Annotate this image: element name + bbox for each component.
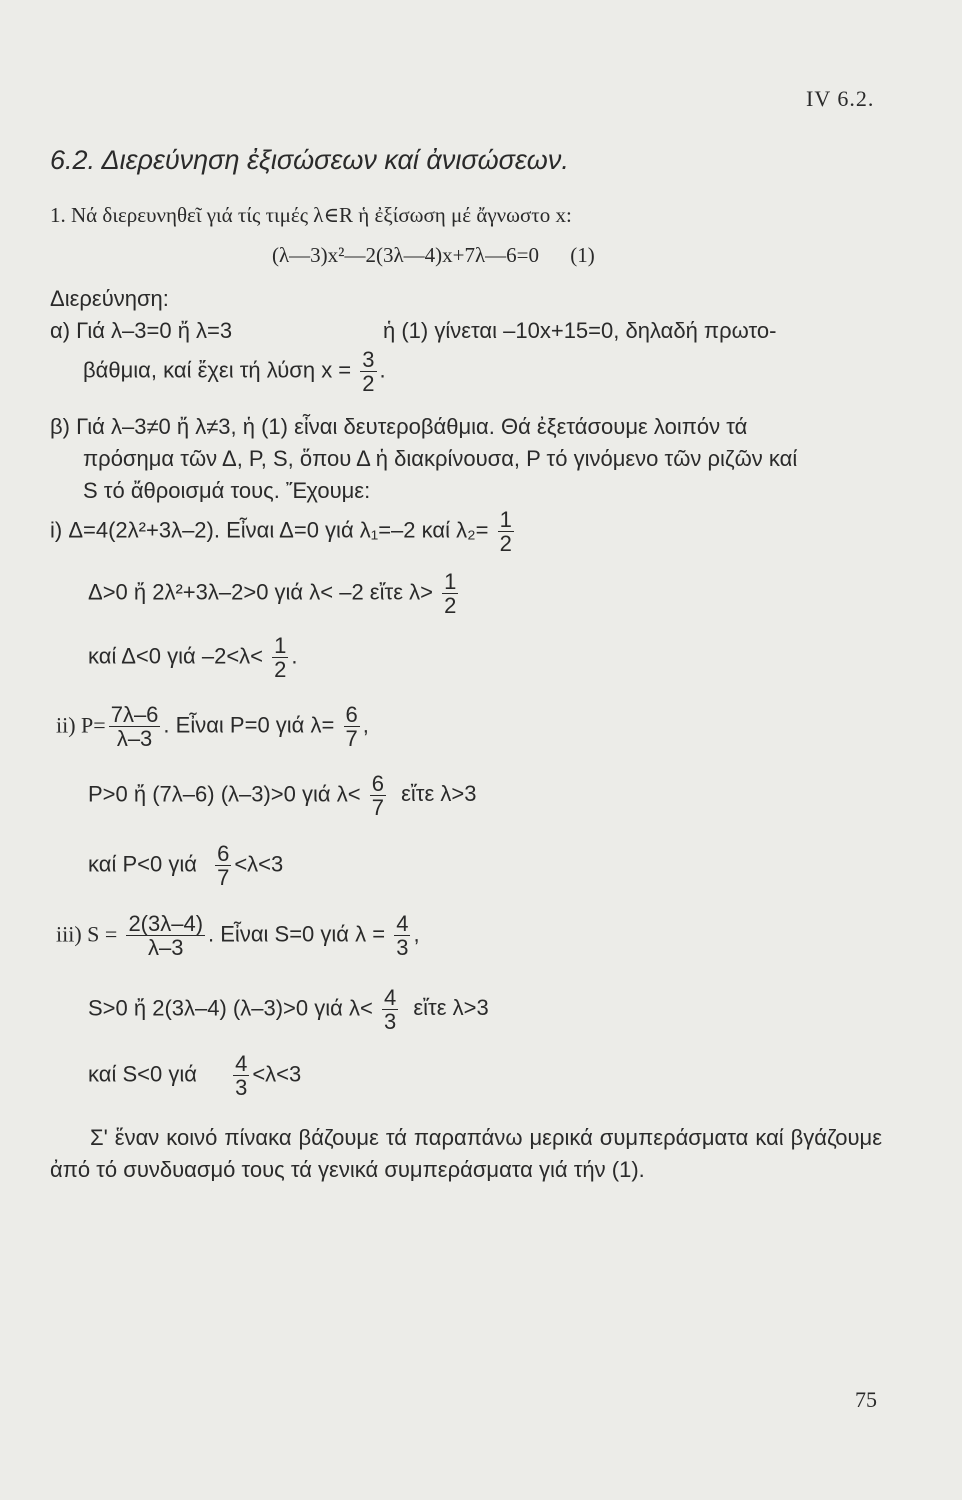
part-ii-line2-text: P>0 ἤ (7λ–6) (λ–3)>0 γιά λ< (88, 781, 361, 807)
fraction-denominator: 3 (235, 1075, 248, 1101)
fraction-numerator: 1 (274, 633, 287, 658)
fraction-numerator: 2(3λ–4) (128, 911, 204, 936)
part-ii-line3 (88, 842, 283, 889)
part-ii-line3-text: καί P<0 γιά (88, 851, 197, 877)
part-i-line3-text: καί Δ<0 γιά –2<λ< (88, 643, 264, 669)
case-a-right: ἡ (1) γίνεται –10x+15=0, δηλαδή πρωτο- (383, 318, 777, 343)
part-iii-root-end: , (413, 921, 420, 947)
fraction-numerator: 4 (235, 1051, 248, 1076)
part-iii-line2 (88, 986, 489, 1033)
case-a-continuation: βάθμια, καί ἔχει τή λύση x = $\frac{3}{2}$ . (83, 347, 386, 397)
fraction-numerator: 4 (396, 911, 409, 936)
part-ii-line3-right: <λ<3 (234, 851, 284, 877)
part-iii-prefix: iii) S = (56, 921, 118, 947)
fraction-denominator: 2 (362, 371, 375, 397)
fraction-six-sevenths (344, 703, 360, 750)
fraction-denominator: 7 (345, 726, 358, 752)
part-i-line2-text: Δ>0 ἤ 2λ²+3λ–2>0 γιά λ< –2 εἴτε λ> (88, 579, 433, 605)
fraction-numerator: 6 (345, 702, 358, 727)
section-reference: IV 6.2. (806, 86, 875, 111)
part-i-line1 (50, 508, 517, 555)
part-ii-mid: . Εἶναι P=0 γιά λ= (163, 712, 335, 738)
problem-statement: 1. Νά διερευνηθεῖ γιά τίς τιμές λ∈R ἡ ἐξίσωση μέ ἄγνωστο x: (50, 203, 572, 227)
fraction-denominator: 2 (499, 531, 512, 557)
fraction-lambda2 (498, 508, 514, 555)
part-i-line3-end: . (291, 643, 298, 669)
part-ii-prefix: ii) P= (56, 712, 106, 738)
fraction-four-thirds (394, 912, 410, 959)
fraction-half (272, 634, 288, 681)
part-ii-line2-right: εἴτε λ>3 (401, 781, 477, 807)
fraction-s (126, 912, 205, 959)
fraction-denominator: 3 (396, 935, 409, 961)
part-iii-line3-right: <λ<3 (252, 1061, 302, 1087)
fraction-numerator: 6 (371, 771, 384, 796)
discussion-title: Διερεύνηση: (50, 286, 169, 311)
page-number: 75 (855, 1387, 877, 1412)
fraction-numerator: 1 (499, 507, 512, 532)
fraction-six-sevenths (370, 772, 386, 819)
part-iii-line1 (56, 912, 420, 959)
fraction-three-halves (360, 348, 376, 395)
fraction-numerator: 6 (217, 841, 230, 866)
case-b-line1: β) Γιά λ–3≠0 ἤ λ≠3, ἡ (1) εἶναι δευτεροβάθμια. Θά ἐξετάσουμε λοιπόν τά (50, 414, 748, 439)
part-i-line3 (88, 634, 298, 681)
part-ii-root-end: , (362, 712, 369, 738)
case-b-line2: πρόσημα τῶν Δ, P, S, ὅπου Δ ἡ διακρίνουσα, P τό γινόμενο τῶν ριζῶν καί (83, 446, 798, 471)
fraction-p (109, 703, 161, 750)
part-i-line1-text: i) Δ=4(2λ²+3λ–2). Εἶναι Δ=0 γιά λ₁=–2 καί λ₂= (50, 517, 489, 543)
equation-text: (λ—3)x²—2(3λ—4)x+7λ—6=0 (272, 243, 540, 267)
part-ii-line1 (56, 703, 369, 750)
part-i-line2 (88, 570, 461, 617)
fraction-six-sevenths (215, 842, 231, 889)
part-iii-line3 (88, 1052, 301, 1099)
equation-label: (1) (570, 243, 595, 267)
case-a-left: α) Γιά λ–3=0 ἤ λ=3 (50, 318, 233, 343)
main-equation (272, 243, 595, 268)
fraction-denominator: 7 (371, 795, 384, 821)
case-b-line3: S τό ἄθροισμά τους. Ἔχουμε: (83, 478, 371, 503)
conclusion-paragraph: Σ' ἕναν κοινό πίνακα βάζουμε τά παραπάνω μερικά συμπεράσματα καί βγάζουμε ἀπό τό συνδυασμό τους τά γενικά συμπεράσματα γιά τήν (1). (50, 1125, 882, 1182)
fraction-denominator: 7 (217, 865, 230, 891)
part-iii-line3-text: καί S<0 γιά (88, 1061, 197, 1087)
fraction-denominator: 2 (444, 593, 457, 619)
fraction-four-thirds (382, 986, 398, 1033)
fraction-numerator: 7λ–6 (110, 702, 159, 727)
fraction-four-thirds (233, 1052, 249, 1099)
fraction-denominator: λ–3 (116, 726, 153, 752)
fraction-denominator: λ–3 (147, 935, 184, 961)
fraction-denominator: 3 (383, 1009, 397, 1035)
fraction-denominator: 2 (274, 657, 287, 683)
section-heading: 6.2. Διερεύνηση ἐξισώσεων καί ἀνισώσεων. (50, 145, 569, 175)
case-a-cont-text: βάθμια, καί ἔχει τή λύση x = (83, 357, 352, 383)
part-iii-mid: . Εἶναι S=0 γιά λ = (208, 921, 386, 947)
fraction-numerator: 1 (444, 569, 457, 594)
part-iii-line2-right: εἴτε λ>3 (413, 995, 489, 1021)
part-ii-line2 (88, 772, 476, 819)
fraction-numerator: 3 (362, 347, 375, 372)
fraction-half (442, 570, 458, 617)
fraction-numerator: 4 (383, 985, 397, 1010)
part-iii-line2-text: S>0 ἤ 2(3λ–4) (λ–3)>0 γιά λ< (88, 995, 373, 1021)
